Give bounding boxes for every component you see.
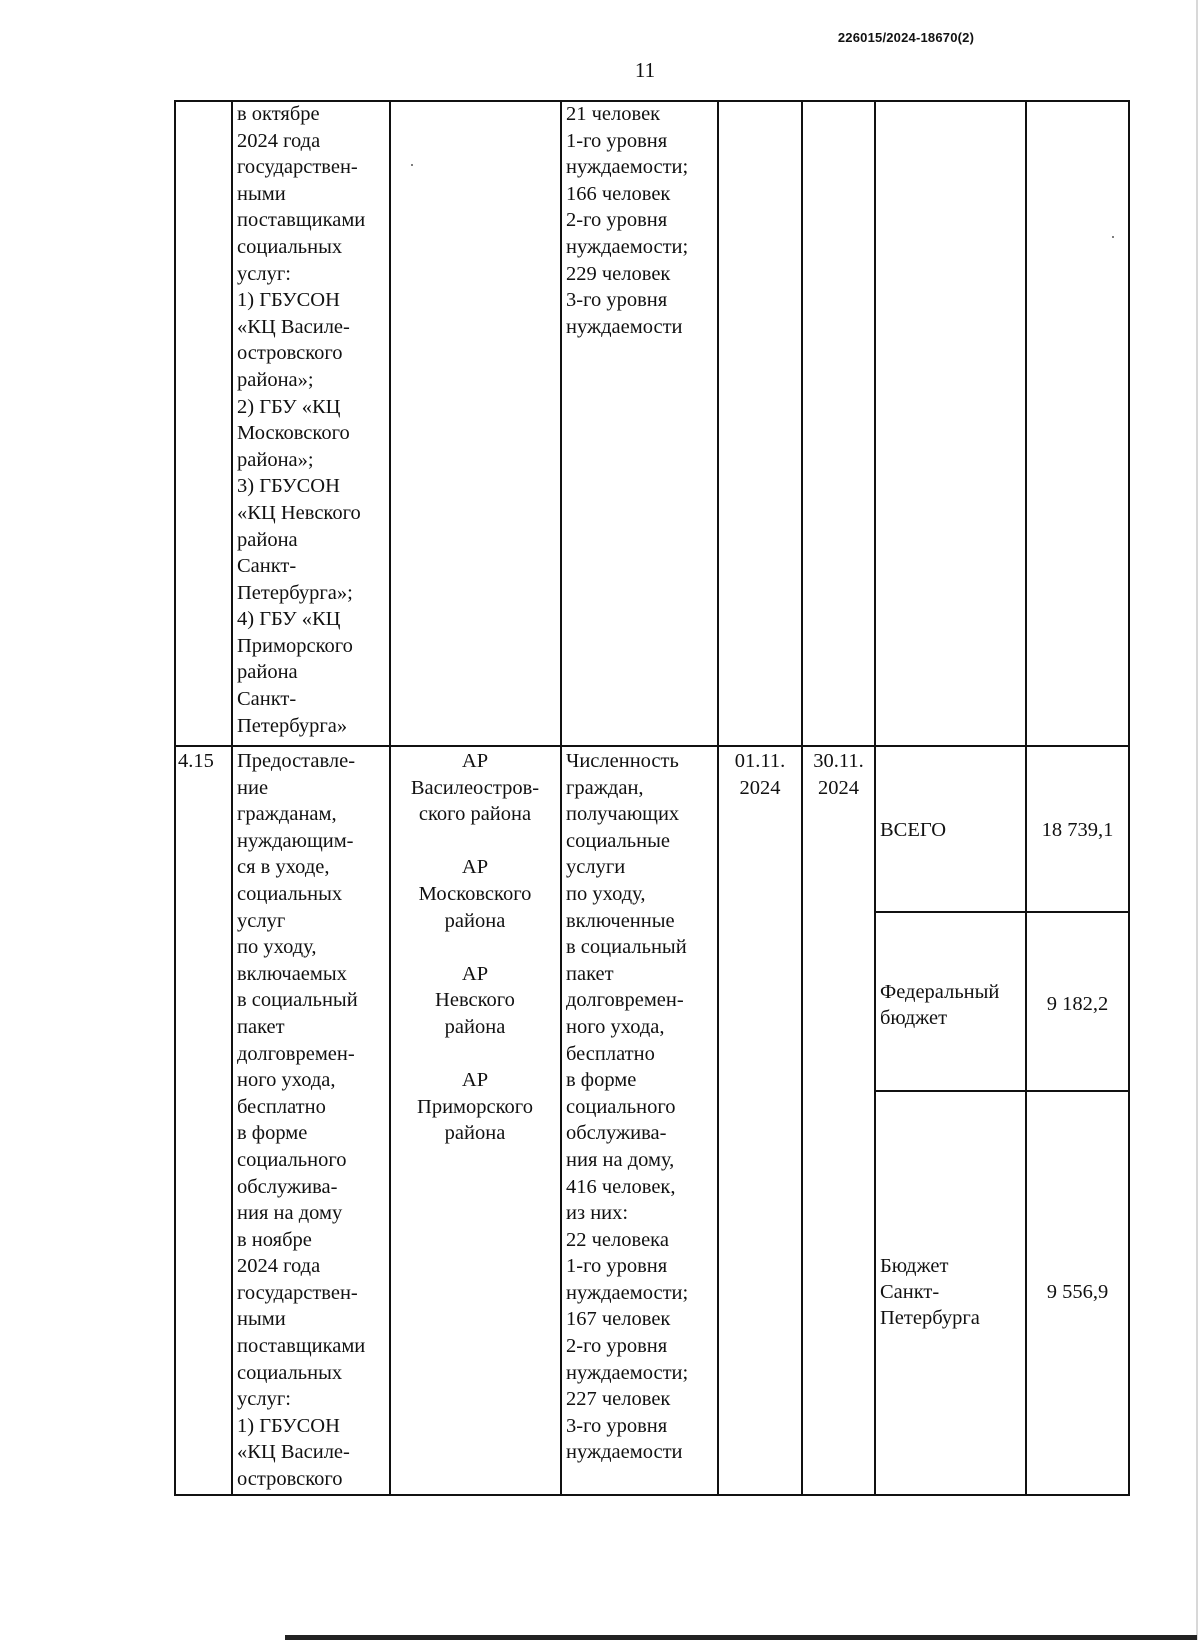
funding-divider-1 bbox=[874, 911, 1130, 913]
table-bottom-border bbox=[174, 1494, 1130, 1496]
row-number-cell: 4.15 bbox=[178, 750, 214, 772]
page-number: 11 bbox=[634, 58, 656, 82]
row-prev-name-cell: в октябре 2024 года государствен- ными поставщиками социальных услуг: 1) ГБУСОН «КЦ Василе- островского района»; 2) ГБУ «КЦ Московского района»; 3) ГБУСОН «КЦ Невского района Санкт- Петербурга»; 4) ГБУ «КЦ Приморского района Санкт- Петербурга» bbox=[237, 103, 366, 737]
funding-amount-federal: 9 182,2 bbox=[1046, 993, 1109, 1015]
row-divider bbox=[174, 745, 1130, 747]
funding-source-federal: Федеральный бюджет bbox=[880, 981, 1000, 1029]
funding-source-spb: Бюджет Санкт- Петербурга bbox=[880, 1255, 980, 1329]
column-border bbox=[874, 100, 876, 1496]
row-responsible-cell: АР Василеостров- ского района АР Московского района АР Невского района АР Приморского района bbox=[410, 750, 540, 1145]
document-registration-number: 226015/2024-18670(2) bbox=[837, 30, 975, 45]
row-end-date-cell: 30.11. 2024 bbox=[813, 750, 864, 799]
column-border bbox=[231, 100, 233, 1496]
funding-source-total: ВСЕГО bbox=[880, 819, 947, 841]
row-start-date-cell: 01.11. 2024 bbox=[734, 750, 786, 799]
column-border bbox=[1128, 100, 1130, 1496]
row-name-cell: Предоставле- ние гражданам, нуждающим- ся в уходе, социальных услуг по уходу, включаемых в социальный пакет долговремен- ного ухода, бесплатно в форме социального обслужива- ния на дому в ноябре 2024 года государствен- ными поставщиками социальных услуг: 1) ГБУСОН «КЦ Василе- островского bbox=[237, 750, 366, 1491]
scan-page-edge bbox=[1196, 0, 1198, 1640]
row-indicator-cell: Численность граждан, получающих социальные услуги по уходу, включенные в социальный пакет долговремен- ного ухода, бесплатно в форме социального обслужива- ния на дому, 416 человек, из них: 22 человека 1-го уровня нуждаемости; 167 человек 2-го уровня нуждаемости; 227 человек 3-го уровня нуждаемости bbox=[566, 750, 689, 1464]
scan-speck bbox=[411, 164, 413, 166]
scan-speck bbox=[1112, 236, 1114, 238]
funding-divider-2 bbox=[874, 1090, 1130, 1092]
funding-amount-spb: 9 556,9 bbox=[1046, 1281, 1109, 1303]
row-prev-indicator-cell: 21 человек 1-го уровня нуждаемости; 166 человек 2-го уровня нуждаемости; 229 человек 3-го уровня нуждаемости bbox=[566, 103, 689, 338]
column-border bbox=[560, 100, 562, 1496]
column-border bbox=[174, 100, 176, 1496]
funding-amount-total: 18 739,1 bbox=[1041, 819, 1114, 841]
scan-bottom-edge bbox=[285, 1635, 1197, 1640]
